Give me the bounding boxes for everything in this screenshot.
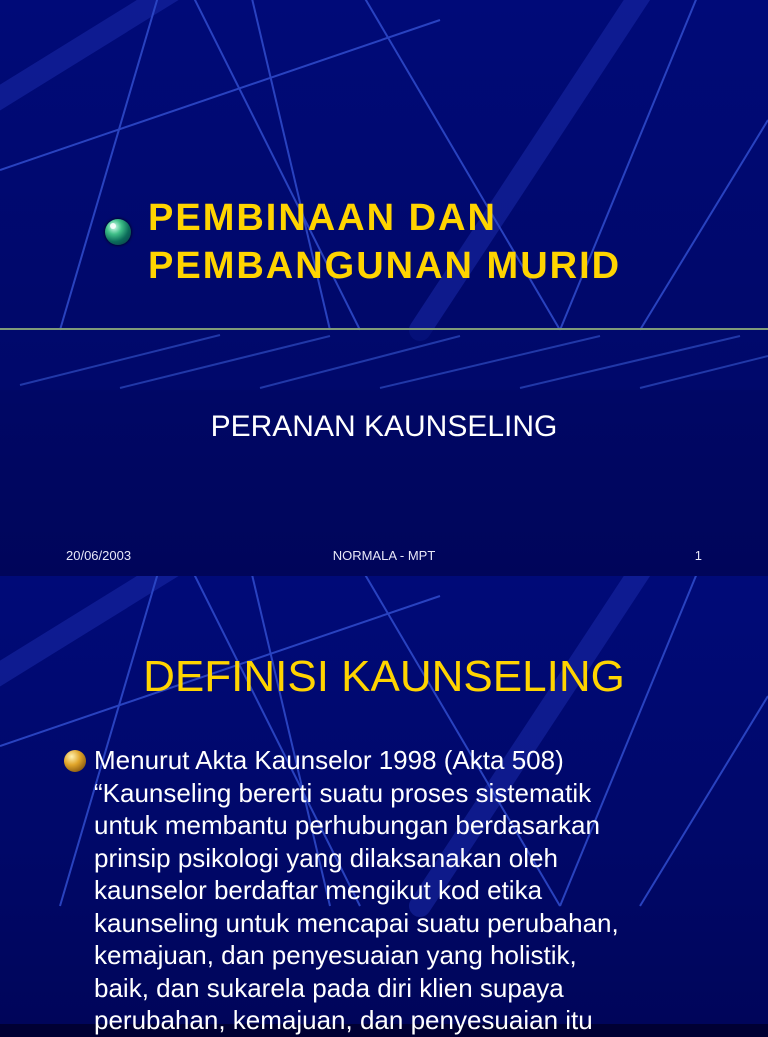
definition-title: DEFINISI KAUNSELING <box>143 652 625 701</box>
footer-page-number: 1 <box>694 548 702 563</box>
slide-title <box>148 194 621 290</box>
definition-line: kaunseling untuk mencapai suatu perubahan, <box>94 907 619 938</box>
footer-author: NORMALA - MPT <box>332 548 436 563</box>
definition-line: “Kaunseling bererti suatu proses sistematik <box>94 777 592 808</box>
title-divider <box>0 328 768 330</box>
green-orb-bullet-icon <box>105 219 131 245</box>
definition-line: perubahan, kemajuan, dan penyesuaian itu <box>94 1005 593 1035</box>
definition-line: baik, dan sukarela pada diri klien supaya <box>94 972 564 1003</box>
slide-subtitle: PERANAN KAUNSELING <box>210 410 558 443</box>
footer-date: 20/06/2003 <box>66 548 132 563</box>
definition-line: Menurut Akta Kaunselor 1998 (Akta 508) <box>94 745 564 775</box>
definition-line: kaunselor berdaftar mengikut kod etika <box>94 875 543 905</box>
definition-line: kemajuan, dan penyesuaian yang holistik, <box>94 940 577 970</box>
gold-orb-bullet-icon <box>64 750 86 772</box>
slide-title-line-2: PEMBANGUNAN MURID <box>148 245 622 287</box>
definition-line: prinsip psikologi yang dilaksanakan oleh <box>94 842 558 873</box>
definition-line: untuk membantu perhubungan berdasarkan <box>94 810 600 840</box>
slide-title-line-1: PEMBINAAN DAN <box>148 197 497 239</box>
definition-body <box>94 744 744 1037</box>
